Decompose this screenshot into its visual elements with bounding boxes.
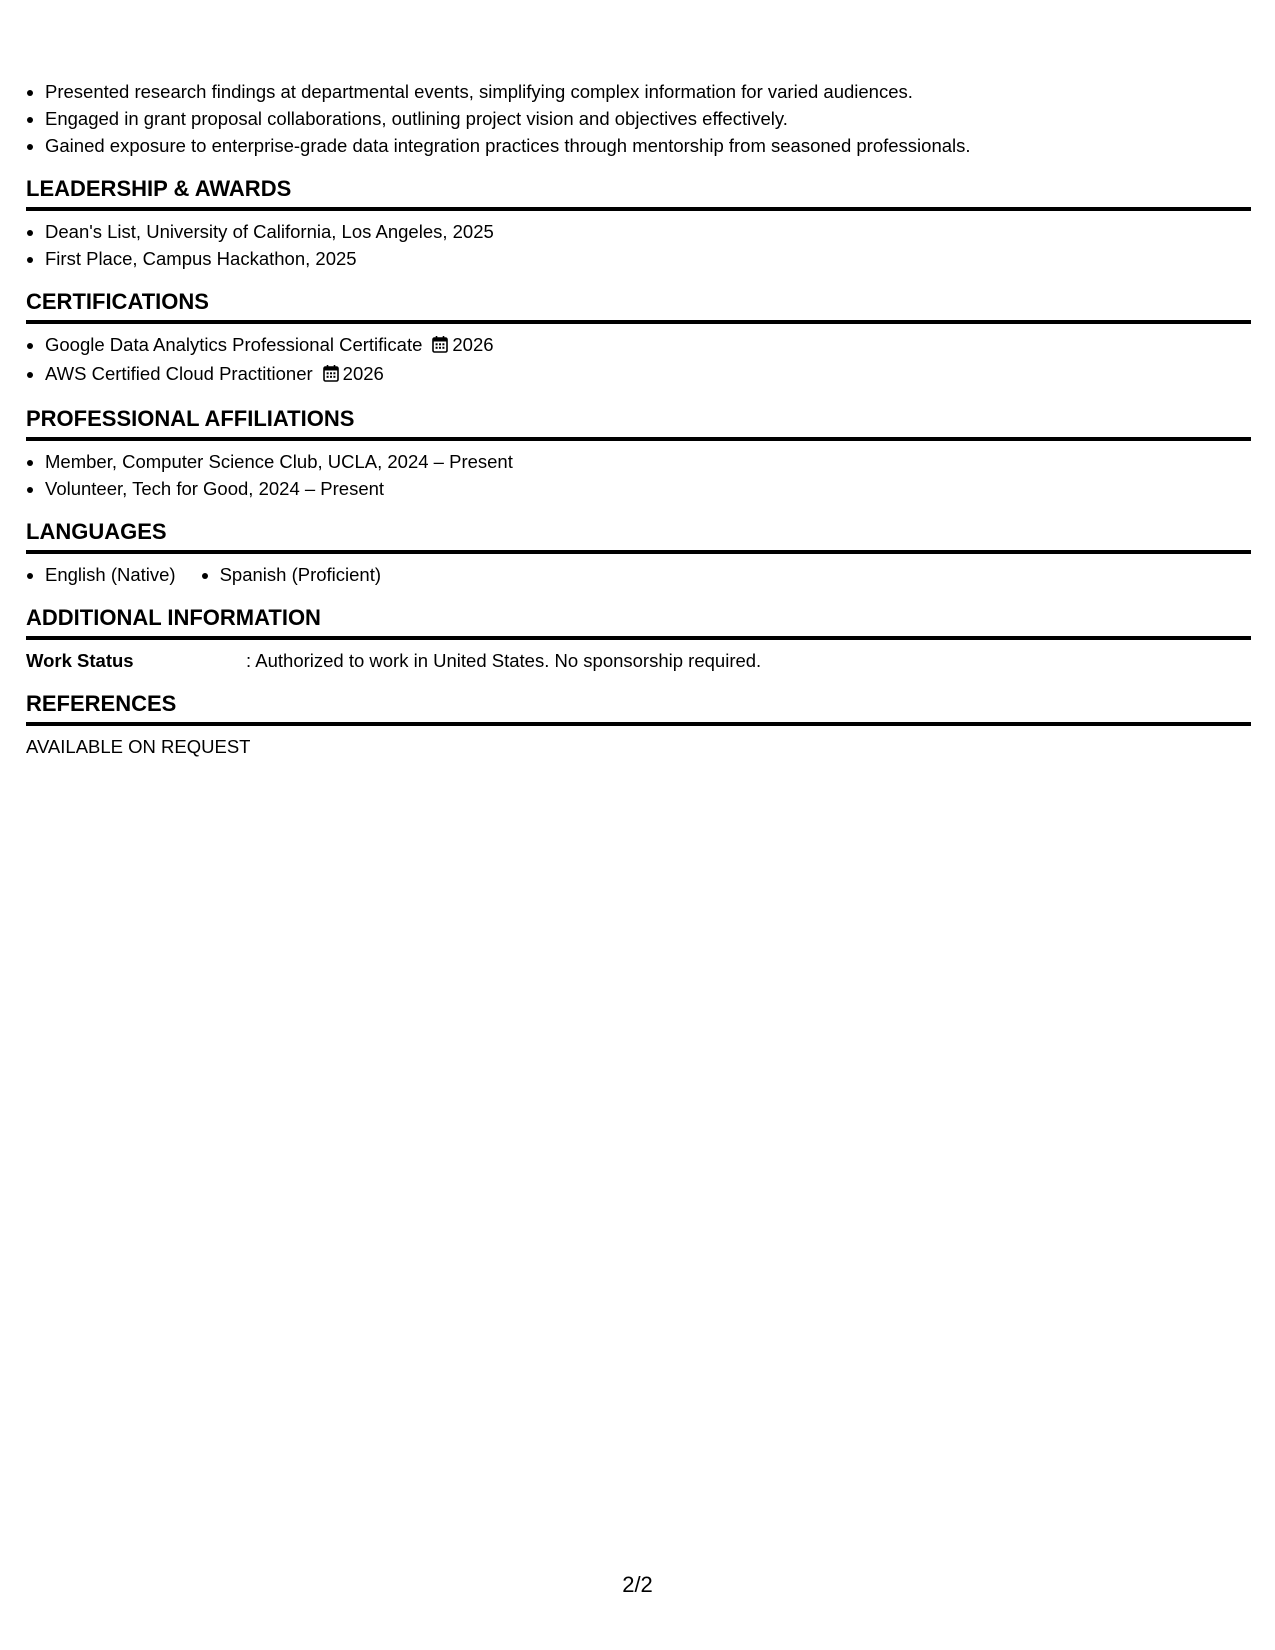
leadership-section (26, 175, 1251, 272)
references-text: AVAILABLE ON REQUEST (26, 736, 251, 757)
additional-section (26, 604, 1251, 674)
work-status-value: : Authorized to work in United States. No sponsorship required. (246, 650, 762, 671)
calendar-icon (323, 362, 339, 389)
certification-year: 2026 (452, 334, 494, 355)
leadership-list (26, 218, 1251, 272)
references-heading: REFERENCES (26, 690, 1251, 726)
certification-item (45, 331, 1251, 360)
experience-bullet: • Presented research findings at departmental events, simplifying complex information for varied audiences. (45, 78, 1251, 105)
language-item: • English (Native) (45, 561, 176, 588)
work-status-label: Work Status (26, 650, 134, 671)
page-number: 2/2 (622, 1572, 653, 1597)
work-status-row (26, 647, 1251, 674)
additional-heading: ADDITIONAL INFORMATION (26, 604, 1251, 640)
resume-page (26, 78, 1251, 760)
language-item: • Spanish (Proficient) (220, 561, 381, 588)
languages-section (26, 518, 1251, 588)
affiliations-section (26, 405, 1251, 502)
certification-name: AWS Certified Cloud Practitioner (45, 363, 313, 384)
leadership-heading: LEADERSHIP & AWARDS (26, 175, 1251, 211)
experience-bullet: • Engaged in grant proposal collaborations, outlining project vision and objectives effectively. (45, 105, 1251, 132)
references-section (26, 690, 1251, 760)
certification-year: 2026 (342, 363, 384, 384)
affiliation-item: • Volunteer, Tech for Good, 2024 – Present (45, 475, 1251, 502)
affiliation-item: • Member, Computer Science Club, UCLA, 2024 – Present (45, 448, 1251, 475)
affiliations-heading: PROFESSIONAL AFFILIATIONS (26, 405, 1251, 441)
certification-name: Google Data Analytics Professional Certificate (45, 334, 423, 355)
certifications-heading: CERTIFICATIONS (26, 288, 1251, 324)
certifications-section (26, 288, 1251, 389)
certification-item (45, 360, 1251, 389)
experience-bullets (26, 78, 1251, 159)
experience-bullet: • Gained exposure to enterprise-grade data integration practices through mentorship from seasoned professionals. (45, 132, 1251, 159)
certifications-list (26, 331, 1251, 389)
languages-list (26, 561, 1251, 588)
leadership-item: • Dean's List, University of California, Los Angeles, 2025 (45, 218, 1251, 245)
affiliations-list (26, 448, 1251, 502)
calendar-icon (432, 333, 448, 360)
leadership-item: • First Place, Campus Hackathon, 2025 (45, 245, 1251, 272)
languages-heading: LANGUAGES (26, 518, 1251, 554)
